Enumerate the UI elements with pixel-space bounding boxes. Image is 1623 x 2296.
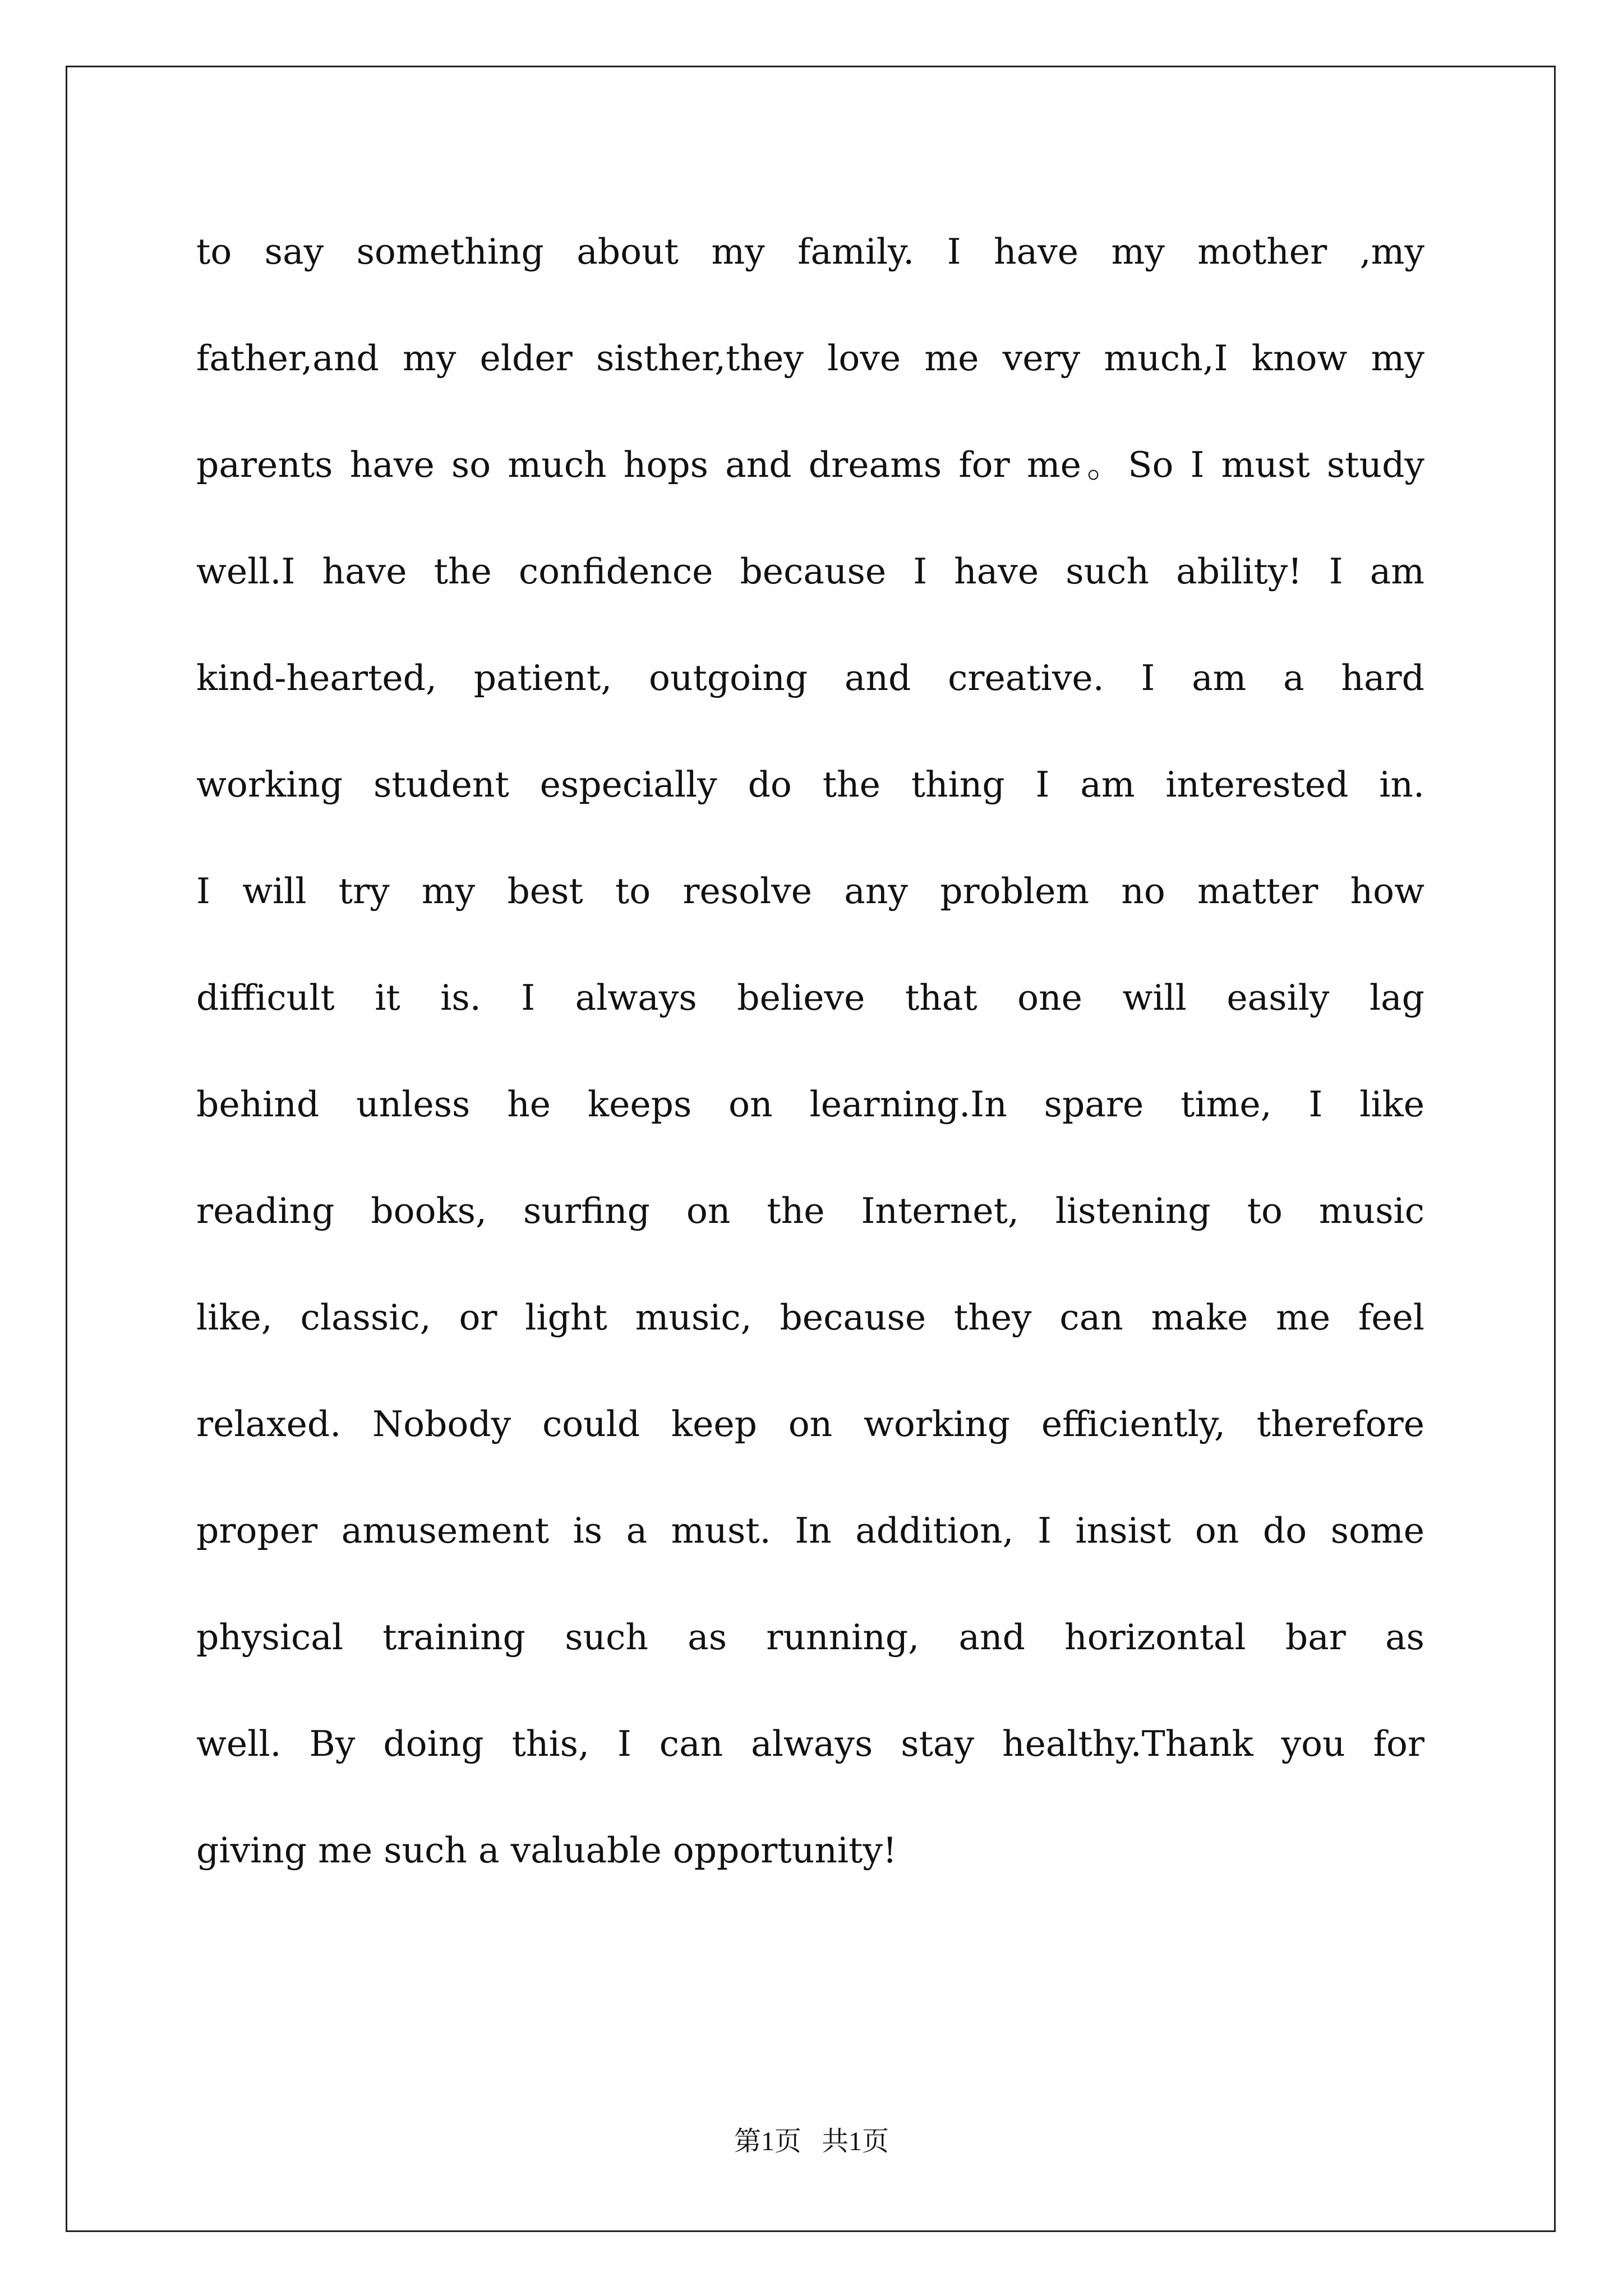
text-line-2: father,and my elder sisther,they love me very much,I know my: [196, 338, 1424, 379]
text-line-11: like, classic, or light music, because they can make me feel: [196, 1297, 1424, 1338]
text-line-12: relaxed. Nobody could keep on working efficiently, therefore: [196, 1404, 1424, 1444]
text-line-3: parents have so much hops and dreams for me。So I must study: [196, 444, 1424, 485]
text-line-4: well.I have the confidence because I have such ability! I am: [196, 551, 1424, 592]
body-text: [196, 199, 1424, 1904]
text-line-6: working student especially do the thing I am interested in.: [196, 764, 1424, 805]
text-line-5: kind-hearted, patient, outgoing and creative. I am a hard: [196, 657, 1424, 698]
text-line-1: to say something about my family. I have my mother ,my: [196, 231, 1424, 272]
page-number-footer: 第1页 共1页: [734, 2127, 889, 2156]
text-line-10: reading books, surfing on the Internet, listening to music: [196, 1190, 1424, 1231]
text-line-13: proper amusement is a must. In addition, I insist on do some: [196, 1510, 1424, 1551]
text-line-9: behind unless he keeps on learning.In spare time, I like: [196, 1084, 1424, 1125]
text-line-15: well. By doing this, I can always stay healthy.Thank you for: [196, 1723, 1424, 1764]
text-line-8: difficult it is. I always believe that one will easily lag: [196, 977, 1424, 1018]
text-line-7: I will try my best to resolve any problem no matter how: [196, 871, 1424, 912]
text-line-14: physical training such as running, and horizontal bar as: [196, 1617, 1424, 1658]
text-line-16: giving me such a valuable opportunity!: [196, 1830, 897, 1871]
